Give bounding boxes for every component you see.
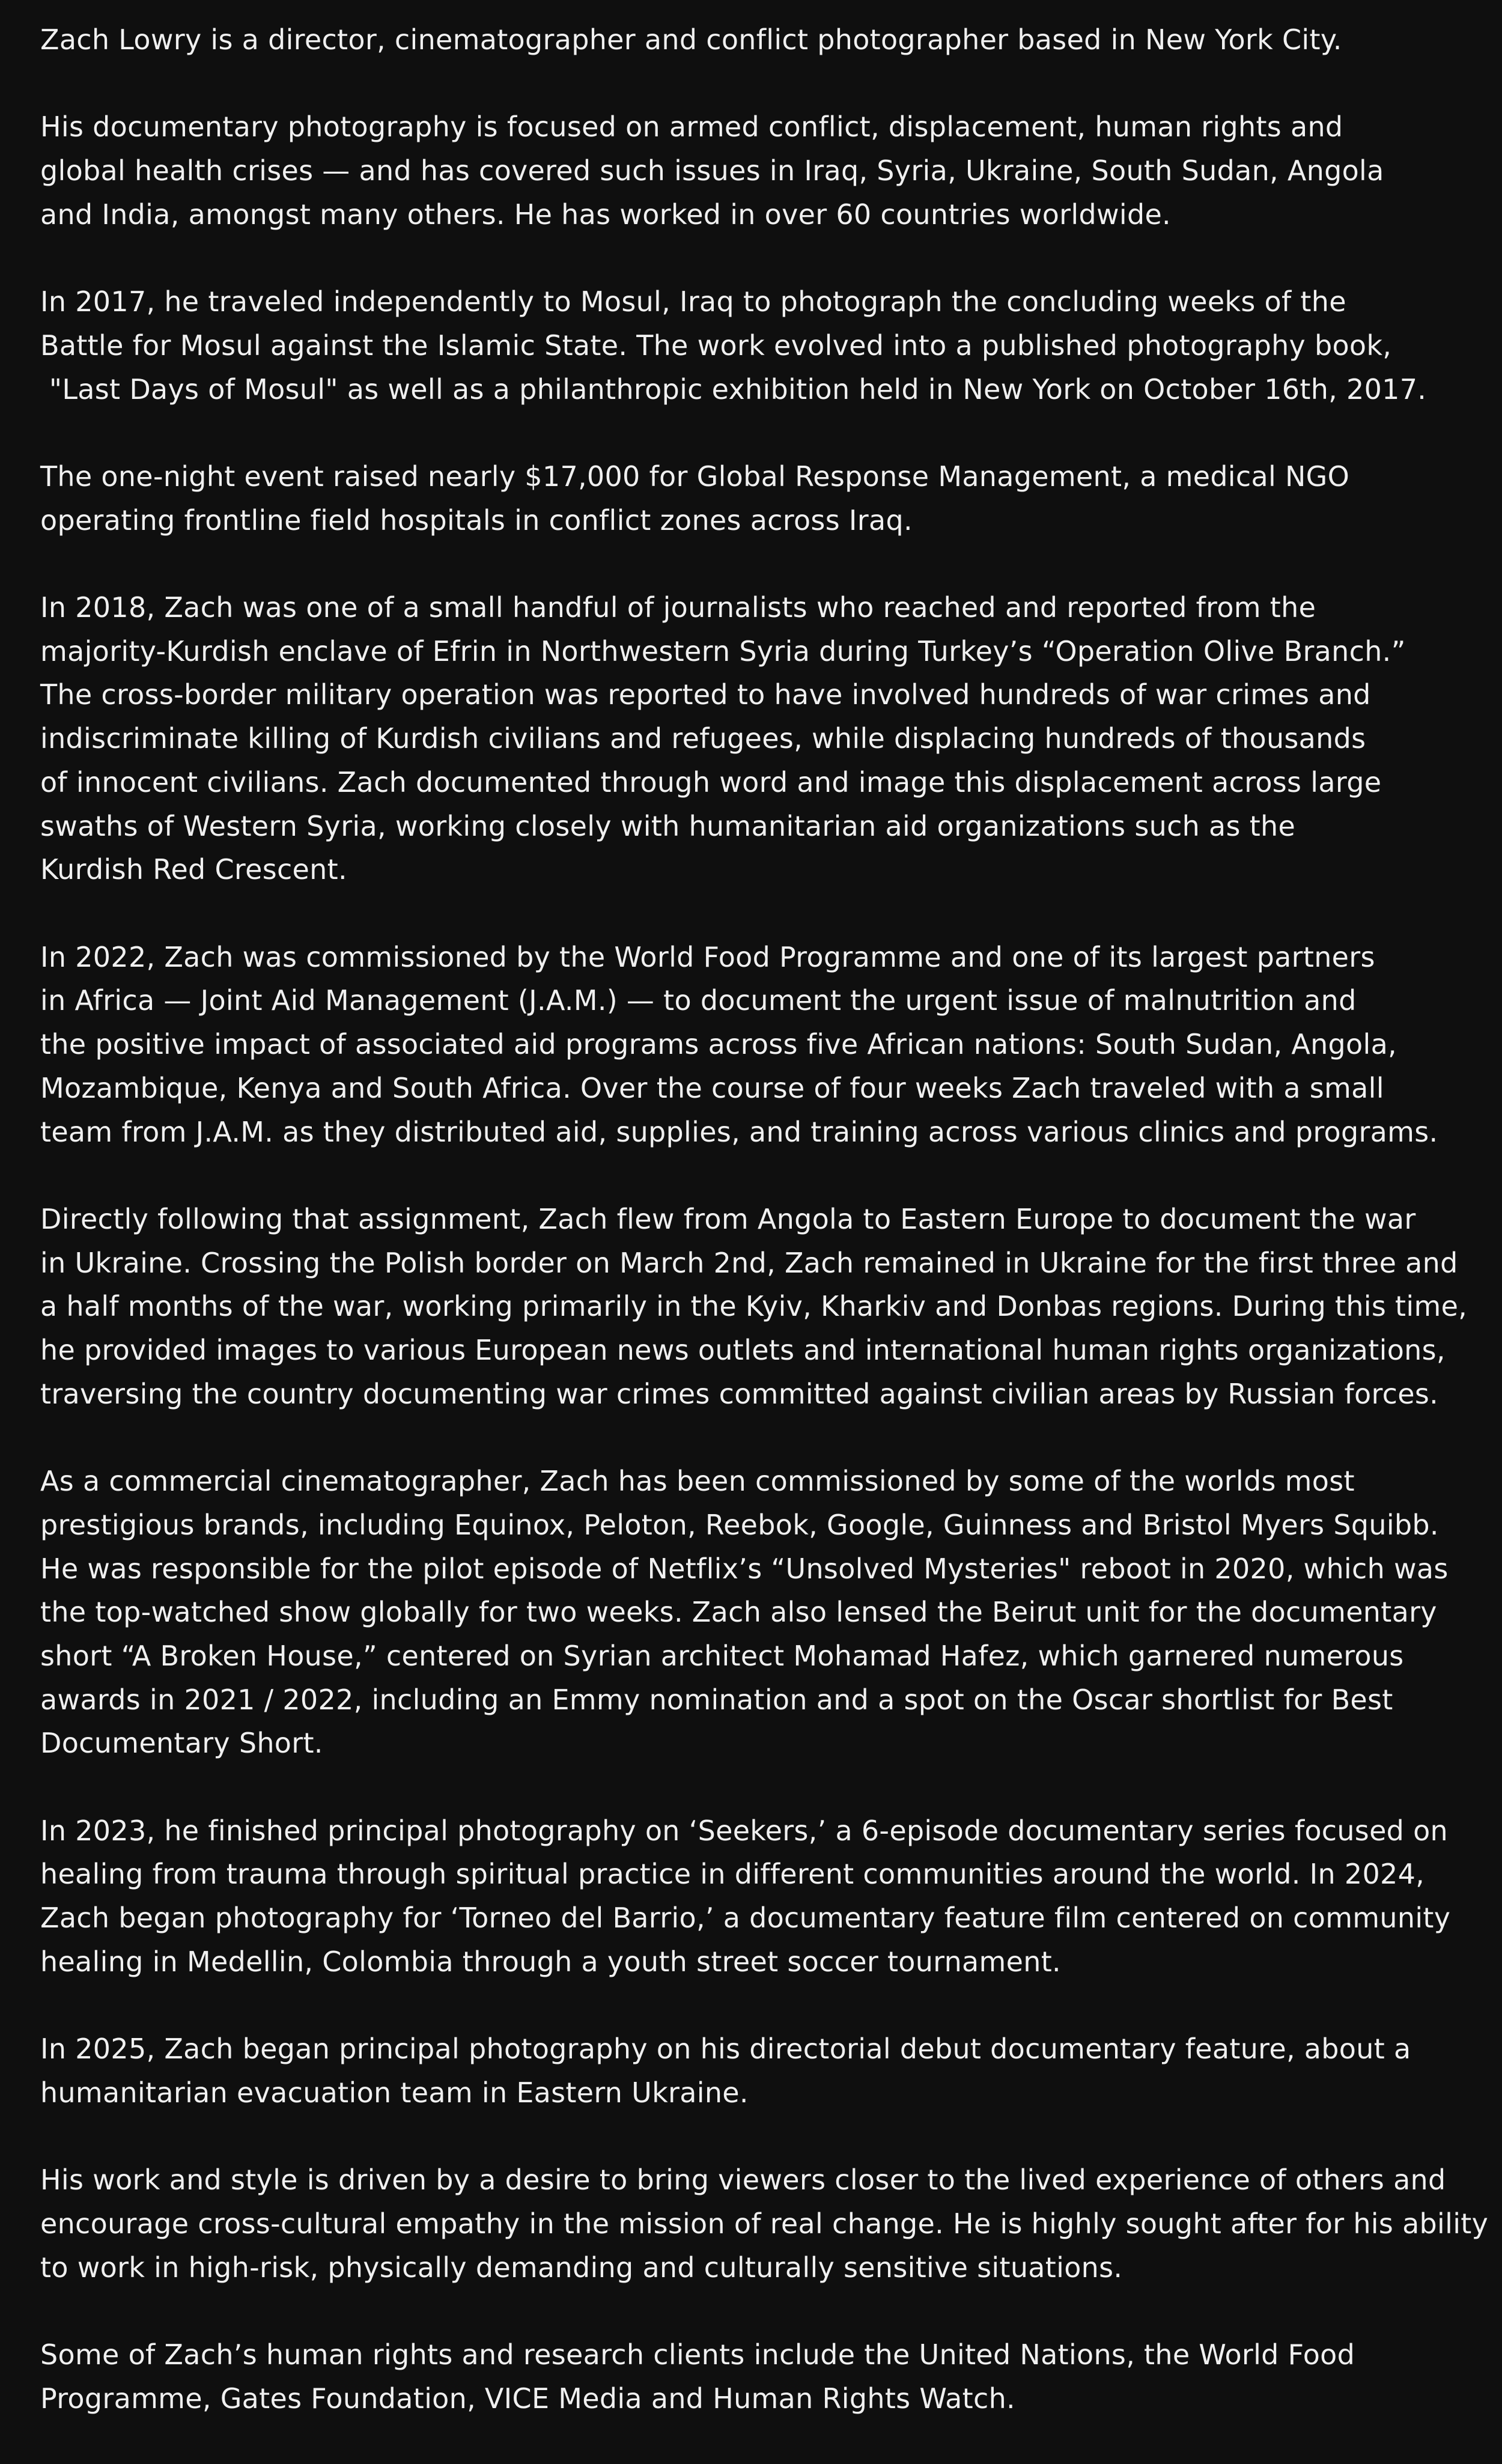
bio-paragraph <box>40 586 1494 892</box>
bio-paragraph <box>40 1459 1494 1765</box>
bio-paragraph-line: indiscriminate killing of Kurdish civilians and refugees, while displacing hundreds of thousands <box>40 722 1366 755</box>
bio-paragraph-line: majority-Kurdish enclave of Efrin in Northwestern Syria during Turkey’s “Operation Olive Branch.” <box>40 634 1406 668</box>
bio-paragraph-line: In 2023, he finished principal photography on ‘Seekers,’ a 6-episode documentary series focused on <box>40 1814 1448 1847</box>
bio-paragraph-line: His documentary photography is focused on armed conflict, displacement, human rights and <box>40 111 1343 144</box>
bio-paragraph-line: The one-night event raised nearly $17,000 for Global Response Management, a medical NGO <box>40 460 1350 493</box>
bio-paragraph-line: Programme, Gates Foundation, VICE Media and Human Rights Watch. <box>40 2382 1015 2415</box>
bio-paragraph-line: and India, amongst many others. He has worked in over 60 countries worldwide. <box>40 198 1171 231</box>
bio-paragraph-line: the positive impact of associated aid programs across five African nations: South Sudan, Angola, <box>40 1028 1397 1061</box>
bio-paragraph-line: As a commercial cinematographer, Zach has been commissioned by some of the worlds most <box>40 1465 1355 1498</box>
bio-paragraph <box>40 935 1494 1154</box>
bio-paragraph <box>40 105 1494 236</box>
bio-paragraph-line: in Africa — Joint Aid Management (J.A.M.) — to document the urgent issue of malnutrition and <box>40 984 1357 1017</box>
bio-paragraph-line: In 2017, he traveled independently to Mosul, Iraq to photograph the concluding weeks of the <box>40 285 1346 318</box>
bio-paragraph <box>40 2158 1494 2289</box>
bio-paragraph-line: short “A Broken House,” centered on Syrian architect Mohamad Hafez, which garnered numerous <box>40 1639 1404 1672</box>
bio-paragraph-line: He was responsible for the pilot episode of Netflix’s “Unsolved Mysteries" reboot in 2020, which was <box>40 1552 1449 1585</box>
bio-text-block <box>40 18 1494 2464</box>
bio-paragraph <box>40 280 1494 411</box>
bio-paragraph-line: The cross-border military operation was reported to have involved hundreds of war crimes and <box>40 678 1371 711</box>
bio-paragraph-line: Kurdish Red Crescent. <box>40 853 347 886</box>
bio-paragraph-line: Zach Lowry is a director, cinematographer and conflict photographer based in New York City. <box>40 23 1342 56</box>
bio-paragraph-line: Documentary Short. <box>40 1727 323 1760</box>
bio-paragraph-line: global health crises — and has covered such issues in Iraq, Syria, Ukraine, South Sudan, Angola <box>40 154 1384 187</box>
bio-paragraph-line: traversing the country documenting war crimes committed against civilian areas by Russian forces. <box>40 1377 1439 1410</box>
bio-paragraph-line: humanitarian evacuation team in Eastern Ukraine. <box>40 2076 749 2109</box>
bio-paragraph-line: In 2022, Zach was commissioned by the World Food Programme and one of its largest partners <box>40 940 1375 973</box>
bio-paragraph <box>40 18 1494 62</box>
bio-paragraph-line: team from J.A.M. as they distributed aid, supplies, and training across various clinics and programs. <box>40 1115 1438 1148</box>
bio-paragraph-line: His work and style is driven by a desire to bring viewers closer to the lived experience of others and <box>40 2164 1446 2197</box>
bio-paragraph-line: encourage cross-cultural empathy in the mission of real change. He is highly sought after for his ability <box>40 2207 1489 2240</box>
bio-paragraph-line: "Last Days of Mosul" as well as a philanthropic exhibition held in New York on October 16th, 2017. <box>40 373 1427 406</box>
bio-paragraph-line: operating frontline field hospitals in conflict zones across Iraq. <box>40 503 913 537</box>
bio-paragraph-line: swaths of Western Syria, working closely with humanitarian aid organizations such as the <box>40 809 1296 842</box>
bio-paragraph-line: Mozambique, Kenya and South Africa. Over the course of four weeks Zach traveled with a small <box>40 1071 1384 1104</box>
bio-paragraph-line: Battle for Mosul against the Islamic State. The work evolved into a published photography book, <box>40 329 1392 362</box>
bio-paragraph-line: he provided images to various European news outlets and international human rights organizations, <box>40 1334 1446 1366</box>
bio-paragraph-line: Zach began photography for ‘Torneo del Barrio,’ a documentary feature film centered on community <box>40 1902 1451 1935</box>
bio-paragraph <box>40 455 1494 542</box>
bio-paragraph-line: to work in high-risk, physically demanding and culturally sensitive situations. <box>40 2251 1123 2284</box>
bio-paragraph-line: in Ukraine. Crossing the Polish border on March 2nd, Zach remained in Ukraine for the first three and <box>40 1246 1458 1279</box>
bio-paragraph <box>40 1197 1494 1416</box>
bio-paragraph-line: Directly following that assignment, Zach flew from Angola to Eastern Europe to document the war <box>40 1202 1416 1235</box>
bio-paragraph-line: healing in Medellin, Colombia through a youth street soccer tournament. <box>40 1945 1061 1978</box>
bio-paragraph-line: Some of Zach’s human rights and research clients include the United Nations, the World Food <box>40 2338 1355 2371</box>
bio-paragraph <box>40 1809 1494 1984</box>
bio-paragraph <box>40 2333 1494 2420</box>
bio-paragraph-line: prestigious brands, including Equinox, Peloton, Reebok, Google, Guinness and Bristol Myers Squibb. <box>40 1508 1439 1541</box>
bio-paragraph-line: healing from trauma through spiritual practice in different communities around the world. In 2024, <box>40 1858 1425 1891</box>
bio-paragraph-line: In 2018, Zach was one of a small handful of journalists who reached and reported from the <box>40 591 1316 624</box>
bio-paragraph <box>40 2027 1494 2114</box>
bio-paragraph-line: awards in 2021 / 2022, including an Emmy nomination and a spot on the Oscar shortlist for Best <box>40 1683 1393 1716</box>
bio-paragraph-line: a half months of the war, working primarily in the Kyiv, Kharkiv and Donbas regions. During this time, <box>40 1290 1468 1323</box>
bio-paragraph-line: of innocent civilians. Zach documented through word and image this displacement across large <box>40 765 1382 799</box>
bio-paragraph-line: In 2025, Zach began principal photography on his directorial debut documentary feature, about a <box>40 2033 1411 2066</box>
bio-paragraph-line: the top-watched show globally for two weeks. Zach also lensed the Beirut unit for the documentary <box>40 1596 1437 1629</box>
